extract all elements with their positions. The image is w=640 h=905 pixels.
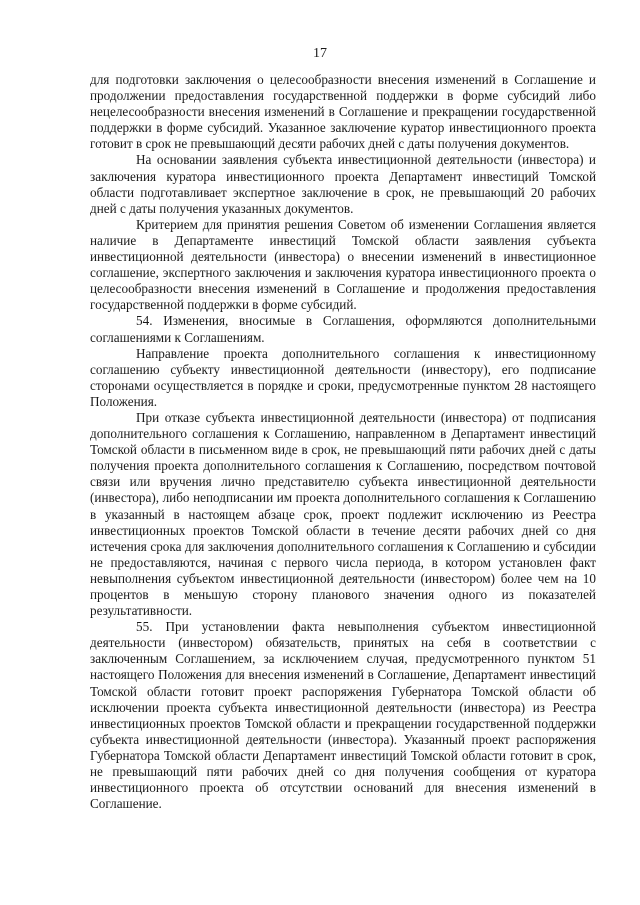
paragraph-continuation: для подготовки заключения о целесообразности внесения изменений в Соглашение и продолжении предоставления государственной поддержки в форме субсидий либо нецелесообразности внесения изменений в Соглашение и прекращении государственной поддержки в форме субсидий. Указанное заключение куратор инвестиционного проекта готовит в срок не превышающий десяти рабочих дней с даты получения документов. [90,72,596,152]
paragraph-clause-55: 55. При установлении факта невыполнения субъектом инвестиционной деятельности (инвестором) обязательств, принятых на себя в соответствии с заключенным Соглашением, за исключением случая, предусмотренного пунктом 51 настоящего Положения для внесения изменений в Соглашение, Департамент инвестиций Томской области готовит проект распоряжения Губернатора Томской области об исключении проекта субъекта инвестиционной деятельности (инвестора) из Реестра инвестиционных проектов Томской области и прекращении государственной поддержки субъекта инвестиционной деятельности (инвестора). Указанный проект распоряжения Губернатора Томской области Департамент инвестиций Томской области готовит в срок, не превышающий пяти рабочих дней со дня получения сообщения от куратора инвестиционного проекта об отсутствии оснований для внесения изменений в Соглашение. [90,619,596,812]
paragraph-decision-criterion: Критерием для принятия решения Советом об изменении Соглашения является наличие в Департаменте инвестиций Томской области заявления субъекта инвестиционной деятельности (инвестора) о внесении изменений в инвестиционное соглашение, экспертного заключения и заключения куратора инвестиционного проекта о целесообразности внесения изменений в Соглашение и продолжения предоставления государственной поддержки в форме субсидий. [90,216,596,313]
paragraph-clause-54: 54. Изменения, вносимые в Соглашения, оформляются дополнительными соглашениями к Соглашениям. [90,313,596,345]
page-number: 17 [313,46,327,61]
paragraph-refusal-to-sign: При отказе субъекта инвестиционной деятельности (инвестора) от подписания дополнительного соглашения к Соглашению, направленном в Департамент инвестиций Томской области в письменном виде в срок, не превышающий пяти рабочих дней с даты получения проекта дополнительного соглашения к Соглашению, посредством почтовой связи или вручения лично представителю субъекта инвестиционной деятельности (инвестора), либо неподписании им проекта дополнительного соглашения к Соглашению в указанный в настоящем абзаце срок, проект подлежит исключению из Реестра инвестиционных проектов Томской области в течение десяти рабочих дней со дня истечения срока для заключения дополнительного соглашения к Соглашению и субсидии не предоставляются, начиная с первого числа периода, в котором установлен факт невыполнения субъектом инвестиционной деятельности (инвестором) более чем на 10 процентов в меньшую сторону планового значения одного из показателей результативности. [90,409,596,619]
paragraph-expert-conclusion: На основании заявления субъекта инвестиционной деятельности (инвестора) и заключения куратора инвестиционного проекта Департамент инвестиций Томской области подготавливает экспертное заключение в срок, не превышающий 20 рабочих дней с даты получения указанных документов. [90,152,596,216]
paragraph-additional-agreement-direction: Направление проекта дополнительного соглашения к инвестиционному соглашению субъекту инвестиционной деятельности (инвестору), его подписание сторонами осуществляется в порядке и сроки, предусмотренные пунктом 28 настоящего Положения. [90,345,596,409]
body-text [90,72,596,812]
